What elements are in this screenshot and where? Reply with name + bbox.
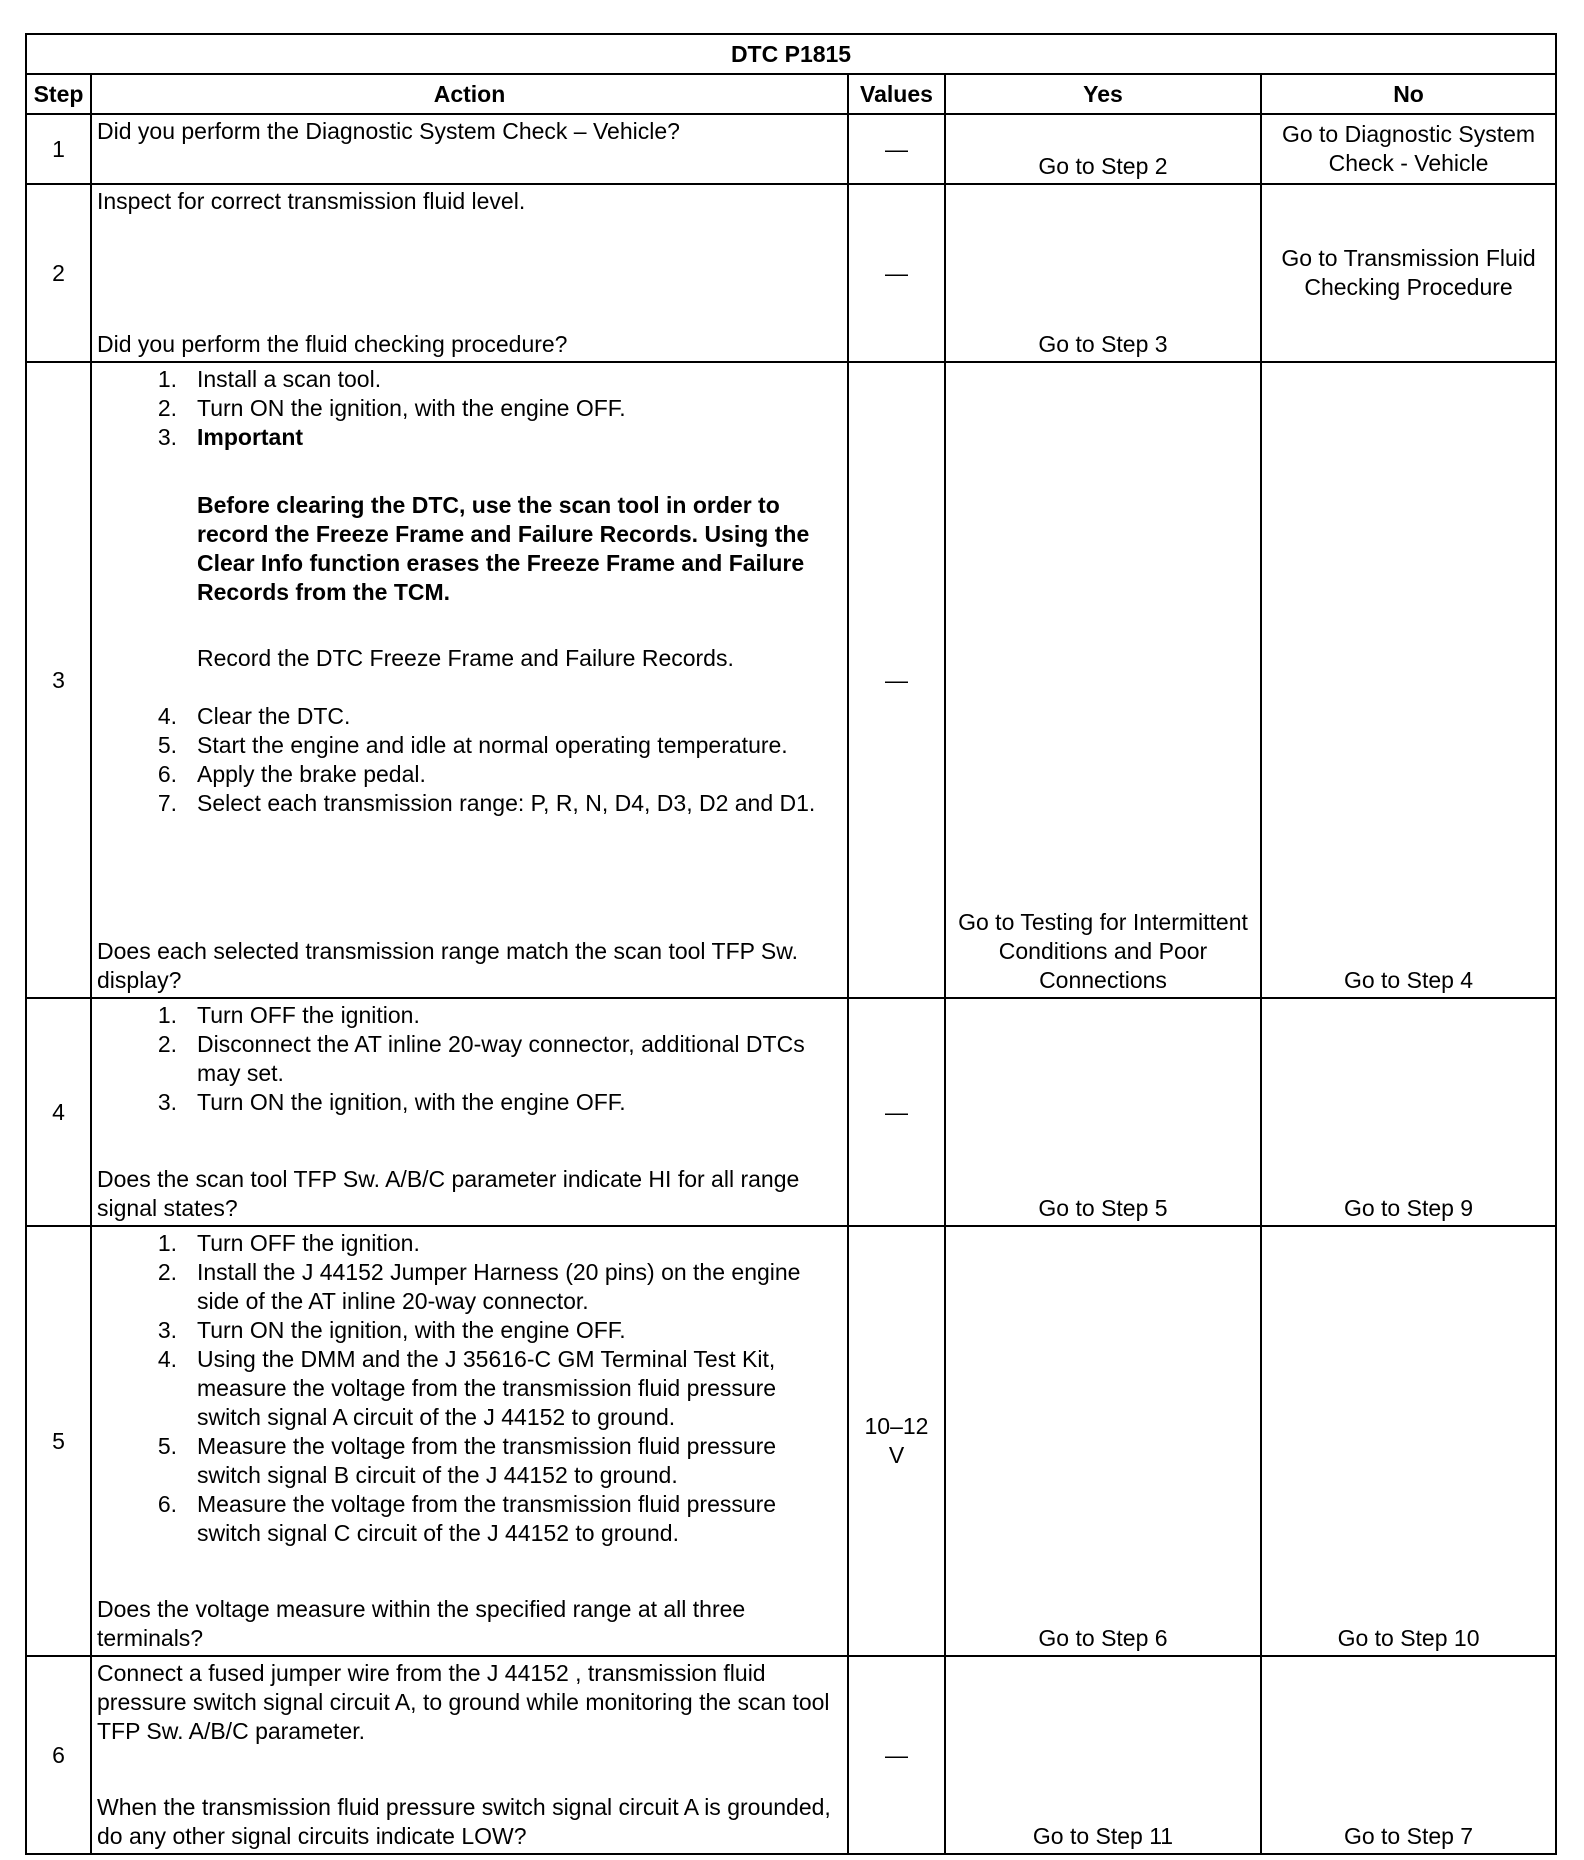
action-question: Did you perform the Diagnostic System Check – Vehicle?: [97, 118, 680, 144]
action-intro: Connect a fused jumper wire from the J 44152 , transmission fluid pressure switch signal circuit A, to ground while monitoring the scan tool TFP Sw. A/B/C parameter.: [97, 1660, 830, 1744]
action-question: When the transmission fluid pressure switch signal circuit A is grounded, do any other signal circuits indicate LOW?: [97, 1794, 831, 1849]
value-cell: —: [848, 1656, 945, 1854]
action-cell: [91, 362, 848, 998]
header-yes: Yes: [945, 74, 1261, 114]
important-note: Before clearing the DTC, use the scan tool in order to record the Freeze Frame and Failure Records. Using the Clear Info function erases the Freeze Frame and Failure Records from the TCM.: [197, 492, 810, 605]
action-question: Does the voltage measure within the specified range at all three terminals?: [97, 1596, 746, 1651]
yes-cell: Go to Step 5: [945, 998, 1261, 1226]
no-cell: Go to Diagnostic System Check - Vehicle: [1261, 114, 1556, 184]
list-item: 6. Measure the voltage from the transmission fluid pressure switch signal C circuit of the J 44152 to ground.: [157, 1491, 777, 1546]
table-row-step-3: [26, 362, 1556, 998]
table-row-step-6: [26, 1656, 1556, 1854]
list-item: 1. Turn OFF the ignition.: [157, 1002, 420, 1028]
action-list: [97, 702, 843, 818]
yes-cell: Go to Step 2: [945, 114, 1261, 184]
header-step: Step: [26, 74, 91, 114]
no-cell: Go to Step 9: [1261, 998, 1556, 1226]
action-cell: [91, 998, 848, 1226]
yes-cell: Go to Step 3: [945, 184, 1261, 362]
table-row-step-2: [26, 184, 1556, 362]
action-cell: [91, 114, 848, 184]
yes-cell: Go to Testing for Intermittent Conditions and Poor Connections: [945, 362, 1261, 998]
step-number: 4: [26, 998, 91, 1226]
action-cell: [91, 1656, 848, 1854]
list-item: 4. Using the DMM and the J 35616-C GM Terminal Test Kit, measure the voltage from the transmission fluid pressure switch signal A circuit of the J 44152 to ground.: [157, 1346, 777, 1430]
list-item: 1. Install a scan tool.: [157, 366, 382, 392]
value-cell: —: [848, 184, 945, 362]
title-row: [26, 34, 1556, 74]
list-item: 4. Clear the DTC.: [157, 703, 351, 729]
list-item: 3. Important: [157, 424, 304, 450]
list-item: 5. Measure the voltage from the transmission fluid pressure switch signal B circuit of the J 44152 to ground.: [157, 1433, 777, 1488]
value-cell: 10–12 V: [848, 1226, 945, 1656]
list-item: 5. Start the engine and idle at normal operating temperature.: [157, 732, 788, 758]
step-number: 3: [26, 362, 91, 998]
action-list: [97, 1229, 843, 1548]
table-row-step-4: [26, 998, 1556, 1226]
list-item: 6. Apply the brake pedal.: [157, 761, 426, 787]
action-question: Does the scan tool TFP Sw. A/B/C parameter indicate HI for all range signal states?: [97, 1166, 800, 1221]
step-number: 2: [26, 184, 91, 362]
value-cell: —: [848, 114, 945, 184]
list-item: 3. Turn ON the ignition, with the engine OFF.: [157, 1089, 626, 1115]
record-note: Record the DTC Freeze Frame and Failure Records.: [197, 645, 734, 671]
action-intro: Inspect for correct transmission fluid level.: [97, 188, 526, 214]
action-list: [97, 365, 843, 452]
table-row-step-5: [26, 1226, 1556, 1656]
list-item: 1. Turn OFF the ignition.: [157, 1230, 420, 1256]
action-cell: [91, 184, 848, 362]
action-question: Does each selected transmission range match the scan tool TFP Sw. display?: [97, 938, 799, 993]
yes-cell: Go to Step 11: [945, 1656, 1261, 1854]
list-item: 3. Turn ON the ignition, with the engine OFF.: [157, 1317, 626, 1343]
header-no: No: [1261, 74, 1556, 114]
no-cell: Go to Transmission Fluid Checking Procedure: [1261, 184, 1556, 362]
list-item: 2. Turn ON the ignition, with the engine OFF.: [157, 395, 626, 421]
value-cell: —: [848, 362, 945, 998]
header-values: Values: [848, 74, 945, 114]
action-list: [97, 1001, 843, 1117]
list-item: 7. Select each transmission range: P, R, N, D4, D3, D2 and D1.: [157, 790, 816, 816]
action-question: Did you perform the fluid checking procedure?: [97, 331, 568, 357]
dtc-table: [25, 33, 1557, 1855]
step-number: 1: [26, 114, 91, 184]
action-cell: [91, 1226, 848, 1656]
yes-cell: Go to Step 6: [945, 1226, 1261, 1656]
header-action: Action: [91, 74, 848, 114]
no-cell: Go to Step 7: [1261, 1656, 1556, 1854]
list-item: 2. Install the J 44152 Jumper Harness (20 pins) on the engine side of the AT inline 20-way connector.: [157, 1259, 801, 1314]
table-row-step-1: [26, 114, 1556, 184]
step-number: 6: [26, 1656, 91, 1854]
no-cell: Go to Step 10: [1261, 1226, 1556, 1656]
table-title: DTC P1815: [26, 34, 1556, 74]
step-number: 5: [26, 1226, 91, 1656]
no-cell: Go to Step 4: [1261, 362, 1556, 998]
value-cell: —: [848, 998, 945, 1226]
list-item: 2. Disconnect the AT inline 20-way connector, additional DTCs may set.: [157, 1031, 805, 1086]
header-row: [26, 74, 1556, 114]
